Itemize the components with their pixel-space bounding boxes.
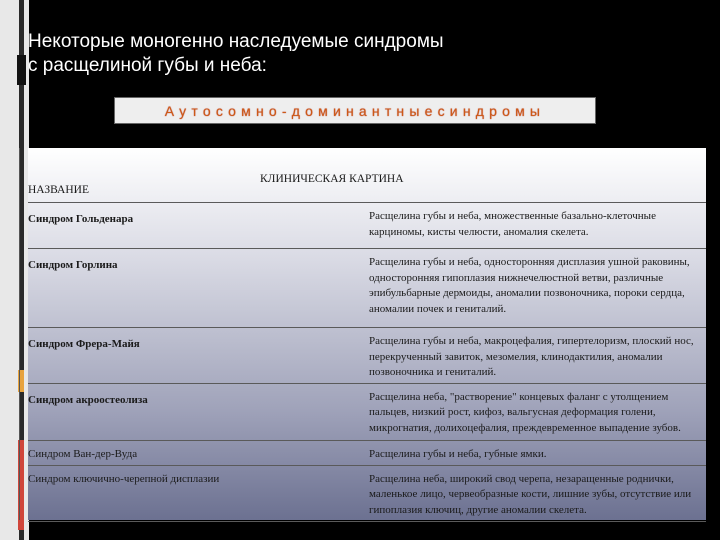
- syndrome-description: Расщелина губы и неба, губные ямки.: [367, 440, 706, 465]
- left-decor-strip: [0, 0, 29, 540]
- table-row: [28, 203, 706, 249]
- table-header-row: [28, 148, 706, 203]
- strip-bar-dark-block: [17, 55, 26, 85]
- section-banner: [114, 97, 596, 124]
- table-row: [28, 328, 706, 384]
- slide-title-line2: с расщелиной губы и неба:: [28, 55, 267, 76]
- syndrome-description: Расщелина губы и неба, множественные базально-клеточные карциномы, кисты челюсти, аномалия скелета.: [367, 203, 706, 249]
- syndromes-table: [28, 148, 706, 522]
- syndrome-description: Расщелина губы и неба, односторонняя дисплазия ушной раковины, односторонняя гипоплазия нижнечелюстной ветви, различные эпибульбарные дермоиды, аномалии позвоночника, пороки сердца, аномалии почек и гениталий.: [367, 249, 706, 328]
- header-name: НАЗВАНИЕ: [28, 183, 89, 196]
- syndrome-name: Синдром акроостеолиза: [28, 383, 367, 440]
- header-clinical: КЛИНИЧЕСКАЯ КАРТИНА: [260, 173, 404, 185]
- table-row: [28, 440, 706, 465]
- section-banner-text: Аутосомно-доминантныесиндромы: [164, 102, 546, 119]
- syndrome-description: Расщелина неба, широкий свод черепа, незаращенные роднички, маленькое лицо, червеобразные кости, лишние зубы, отсутствие или гипоплазия ключиц, другие аномалии скелета.: [367, 465, 706, 521]
- syndrome-name: Синдром Ван-дер-Вуда: [28, 440, 367, 465]
- slide-title: [28, 30, 628, 78]
- syndrome-name: Синдром Гольденара: [28, 203, 367, 249]
- syndrome-name: Синдром Фрера-Майя: [28, 328, 367, 384]
- table-row: [28, 383, 706, 440]
- slide-title-line1: Некоторые моногенно наследуемые синдромы: [28, 31, 444, 52]
- table-left-border: [19, 148, 20, 520]
- table-header: [28, 148, 706, 203]
- syndrome-name: Синдром Горлина: [28, 249, 367, 328]
- table-row: [28, 249, 706, 328]
- syndrome-description: Расщелина неба, "растворение" концевых фаланг с утолщением пальцев, низкий рост, кифоз, вальгусная деформация голени, микрогнатия, долихоцефалия, преждевременное выпадение зубов.: [367, 383, 706, 440]
- syndrome-name: Синдром ключично-черепной дисплазии: [28, 465, 367, 521]
- table-row: [28, 465, 706, 521]
- syndromes-table-container: [28, 148, 706, 520]
- syndrome-description: Расщелина губы и неба, макроцефалия, гипертелоризм, плоский нос, перекрученный завиток, мезомелия, клинодактилия, аномалии позвоночника и гениталий.: [367, 328, 706, 384]
